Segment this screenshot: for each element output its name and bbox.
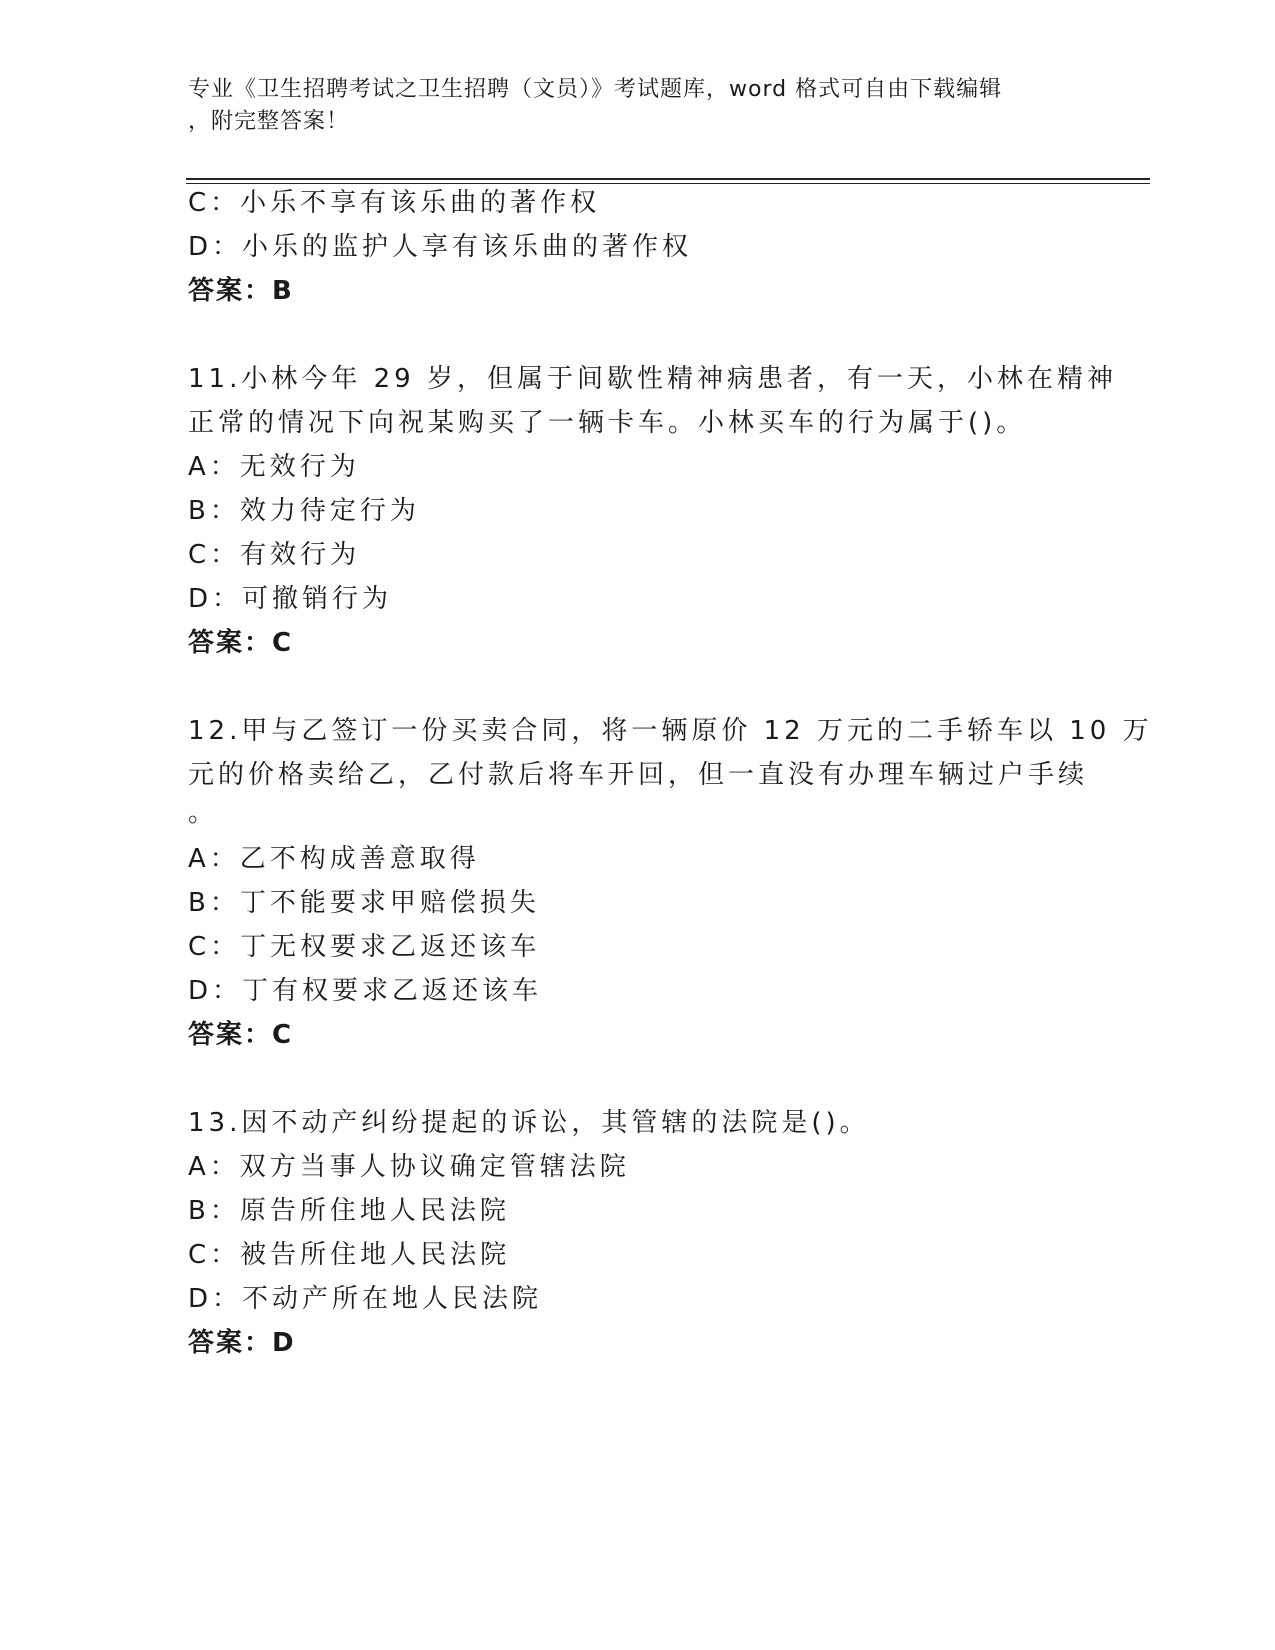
q11-option-c: C：有效行为 <box>188 540 361 570</box>
q11-option-b: B：效力待定行为 <box>188 496 420 526</box>
q13-option-d: D：不动产所在地人民法院 <box>188 1284 543 1314</box>
q12-option-d: D：丁有权要求乙返还该车 <box>188 976 543 1006</box>
header-line-1: 专业《卫生招聘考试之卫生招聘（文员）》考试题库，word 格式可自由下载编辑 <box>188 77 1003 102</box>
q11-option-d: D：可撤销行为 <box>188 584 393 614</box>
q11-stem-line-2: 正常的情况下向祝某购买了一辆卡车。小林买车的行为属于()。 <box>188 408 1027 438</box>
q11-stem-line-1: 11.小林今年 29 岁，但属于间歇性精神病患者，有一天，小林在精神 <box>188 364 1117 394</box>
q13-stem-line-1: 13.因不动产纠纷提起的诉讼，其管辖的法院是()。 <box>188 1108 870 1138</box>
prev-option-c: C：小乐不享有该乐曲的著作权 <box>188 188 601 218</box>
q11-option-a: A：无效行为 <box>188 452 360 482</box>
q13-answer: 答案：D <box>188 1328 296 1358</box>
q12-option-b: B：丁不能要求甲赔偿损失 <box>188 888 540 918</box>
q13-option-a: A：双方当事人协议确定管辖法院 <box>188 1152 630 1182</box>
prev-answer: 答案：B <box>188 276 294 306</box>
q13-option-c: C：被告所住地人民法院 <box>188 1240 511 1270</box>
header-line-2: ，附完整答案！ <box>188 109 350 134</box>
q12-stem-line-3: 。 <box>188 798 219 828</box>
q13-option-b: B：原告所住地人民法院 <box>188 1196 510 1226</box>
q12-answer: 答案：C <box>188 1020 294 1050</box>
prev-option-d: D：小乐的监护人享有该乐曲的著作权 <box>188 232 693 262</box>
q11-answer: 答案：C <box>188 628 294 658</box>
header-divider-thick <box>186 178 1150 180</box>
document-header <box>188 74 1068 138</box>
header-divider-thin <box>186 183 1150 184</box>
q12-stem-line-1: 12.甲与乙签订一份买卖合同，将一辆原价 12 万元的二手轿车以 10 万 <box>188 716 1153 746</box>
q12-option-a: A：乙不构成善意取得 <box>188 844 480 874</box>
q12-option-c: C：丁无权要求乙返还该车 <box>188 932 541 962</box>
q12-stem-line-2: 元的价格卖给乙，乙付款后将车开回，但一直没有办理车辆过户手续 <box>188 760 1089 790</box>
